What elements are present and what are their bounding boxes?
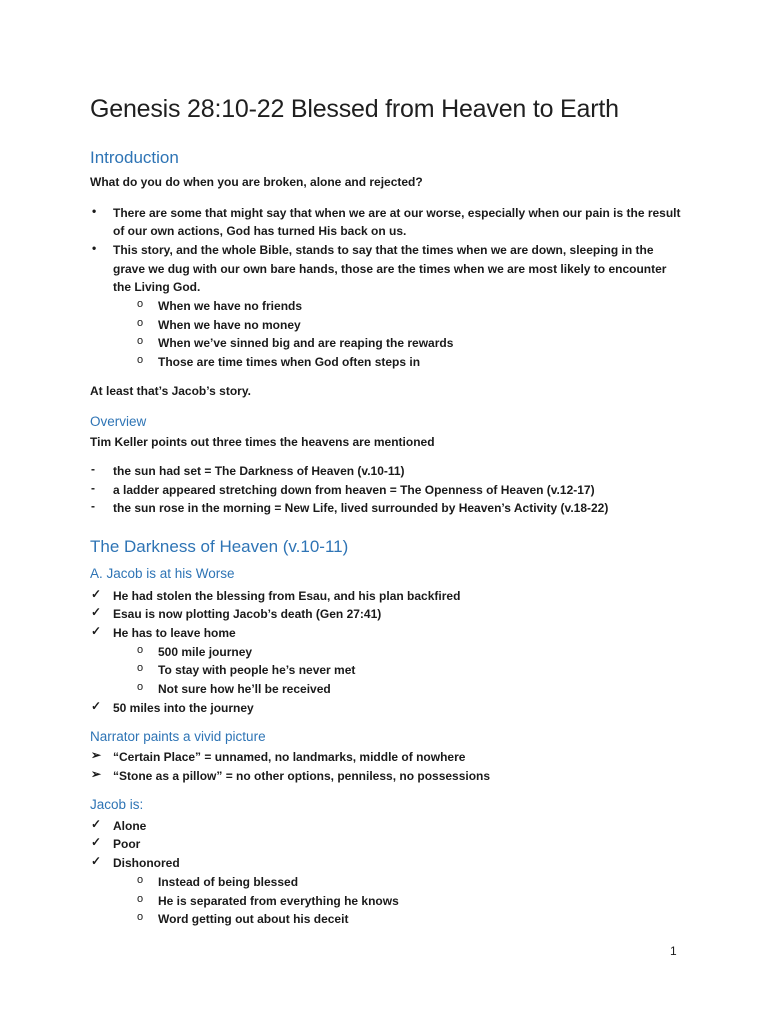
bullet-2-line-3: the Living God. bbox=[113, 280, 201, 294]
narrator-item: “Certain Place” = unnamed, no landmarks, middle of nowhere bbox=[113, 750, 466, 764]
check-icon: ✓ bbox=[91, 624, 102, 638]
introduction-closing: At least that’s Jacob’s story. bbox=[90, 384, 251, 398]
sub-bullet-icon: o bbox=[137, 335, 144, 347]
introduction-question: What do you do when you are broken, alone and rejected? bbox=[90, 175, 423, 189]
intro-sub-item: When we have no friends bbox=[158, 299, 303, 313]
overview-item: the sun had set = The Darkness of Heaven (v.10-11) bbox=[113, 464, 405, 478]
sub-bullet-icon: o bbox=[137, 317, 144, 329]
sub-bullet-icon: o bbox=[137, 893, 144, 905]
bullet-1-line-1: There are some that might say that when we are at our worse, especially when our pain is the result bbox=[113, 206, 681, 220]
sub-bullet-icon: o bbox=[137, 911, 144, 923]
sub-bullet-icon: o bbox=[137, 874, 144, 886]
dash-icon: - bbox=[91, 499, 95, 513]
bullet-1-line-2: of our own actions, God has turned His back on us. bbox=[113, 224, 407, 238]
check-icon: ✓ bbox=[91, 587, 102, 601]
intro-sub-item: When we’ve sinned big and are reaping the rewards bbox=[158, 336, 454, 350]
bullet-icon: • bbox=[92, 204, 97, 218]
overview-item: a ladder appeared stretching down from heaven = The Openness of Heaven (v.12-17) bbox=[113, 483, 595, 497]
jacob-check-item: Alone bbox=[113, 819, 147, 833]
sub-bullet-icon: o bbox=[137, 681, 144, 693]
sub-bullet-icon: o bbox=[137, 662, 144, 674]
check-icon: ✓ bbox=[91, 817, 102, 831]
overview-heading: Overview bbox=[90, 414, 147, 429]
jacob-sub-item: He is separated from everything he knows bbox=[158, 894, 399, 908]
jacob-check-item: Poor bbox=[113, 837, 141, 851]
arrow-icon: ➢ bbox=[91, 767, 102, 781]
darkness-check-item: Esau is now plotting Jacob’s death (Gen 27:41) bbox=[113, 607, 382, 621]
overview-intro: Tim Keller points out three times the heavens are mentioned bbox=[90, 435, 435, 449]
darkness-check-item: He has to leave home bbox=[113, 626, 236, 640]
bullet-icon: • bbox=[92, 241, 97, 255]
jacob-check-item: Dishonored bbox=[113, 856, 180, 870]
dash-icon: - bbox=[91, 481, 95, 495]
darkness-check-item: He had stolen the blessing from Esau, and his plan backfired bbox=[113, 589, 461, 603]
sub-bullet-icon: o bbox=[137, 298, 144, 310]
narrator-heading: Narrator paints a vivid picture bbox=[90, 729, 266, 744]
introduction-heading: Introduction bbox=[90, 148, 179, 167]
jacob-sub-item: Instead of being blessed bbox=[158, 875, 299, 889]
sub-bullet-icon: o bbox=[137, 644, 144, 656]
bullet-2-line-2: grave we dug with our own bare hands, those are the times when we are most likely to encounter bbox=[113, 262, 667, 276]
jacob-heading: Jacob is: bbox=[90, 797, 144, 812]
darkness-sub-item: To stay with people he’s never met bbox=[158, 663, 356, 677]
check-icon: ✓ bbox=[91, 699, 102, 713]
check-icon: ✓ bbox=[91, 835, 102, 849]
jacob-sub-item: Word getting out about his deceit bbox=[158, 912, 349, 926]
overview-item: the sun rose in the morning = New Life, lived surrounded by Heaven’s Activity (v.18-22) bbox=[113, 501, 609, 515]
narrator-item: “Stone as a pillow” = no other options, penniless, no possessions bbox=[113, 769, 491, 783]
dash-icon: - bbox=[91, 462, 95, 476]
darkness-check-item: 50 miles into the journey bbox=[113, 701, 254, 715]
bullet-2-line-1: This story, and the whole Bible, stands to say that the times when we are down, sleeping in the bbox=[113, 243, 654, 257]
arrow-icon: ➢ bbox=[91, 748, 102, 762]
page-title: Genesis 28:10-22 Blessed from Heaven to Earth bbox=[90, 95, 619, 123]
sub-bullet-icon: o bbox=[137, 354, 144, 366]
intro-sub-item: Those are time times when God often steps in bbox=[158, 355, 421, 369]
intro-sub-item: When we have no money bbox=[158, 318, 301, 332]
darkness-sub-item: Not sure how he’ll be received bbox=[158, 682, 331, 696]
darkness-subheading: A. Jacob is at his Worse bbox=[90, 566, 235, 581]
darkness-sub-item: 500 mile journey bbox=[158, 645, 253, 659]
darkness-heading: The Darkness of Heaven (v.10-11) bbox=[90, 537, 349, 556]
page-number: 1 bbox=[670, 944, 677, 958]
check-icon: ✓ bbox=[91, 605, 102, 619]
check-icon: ✓ bbox=[91, 854, 102, 868]
